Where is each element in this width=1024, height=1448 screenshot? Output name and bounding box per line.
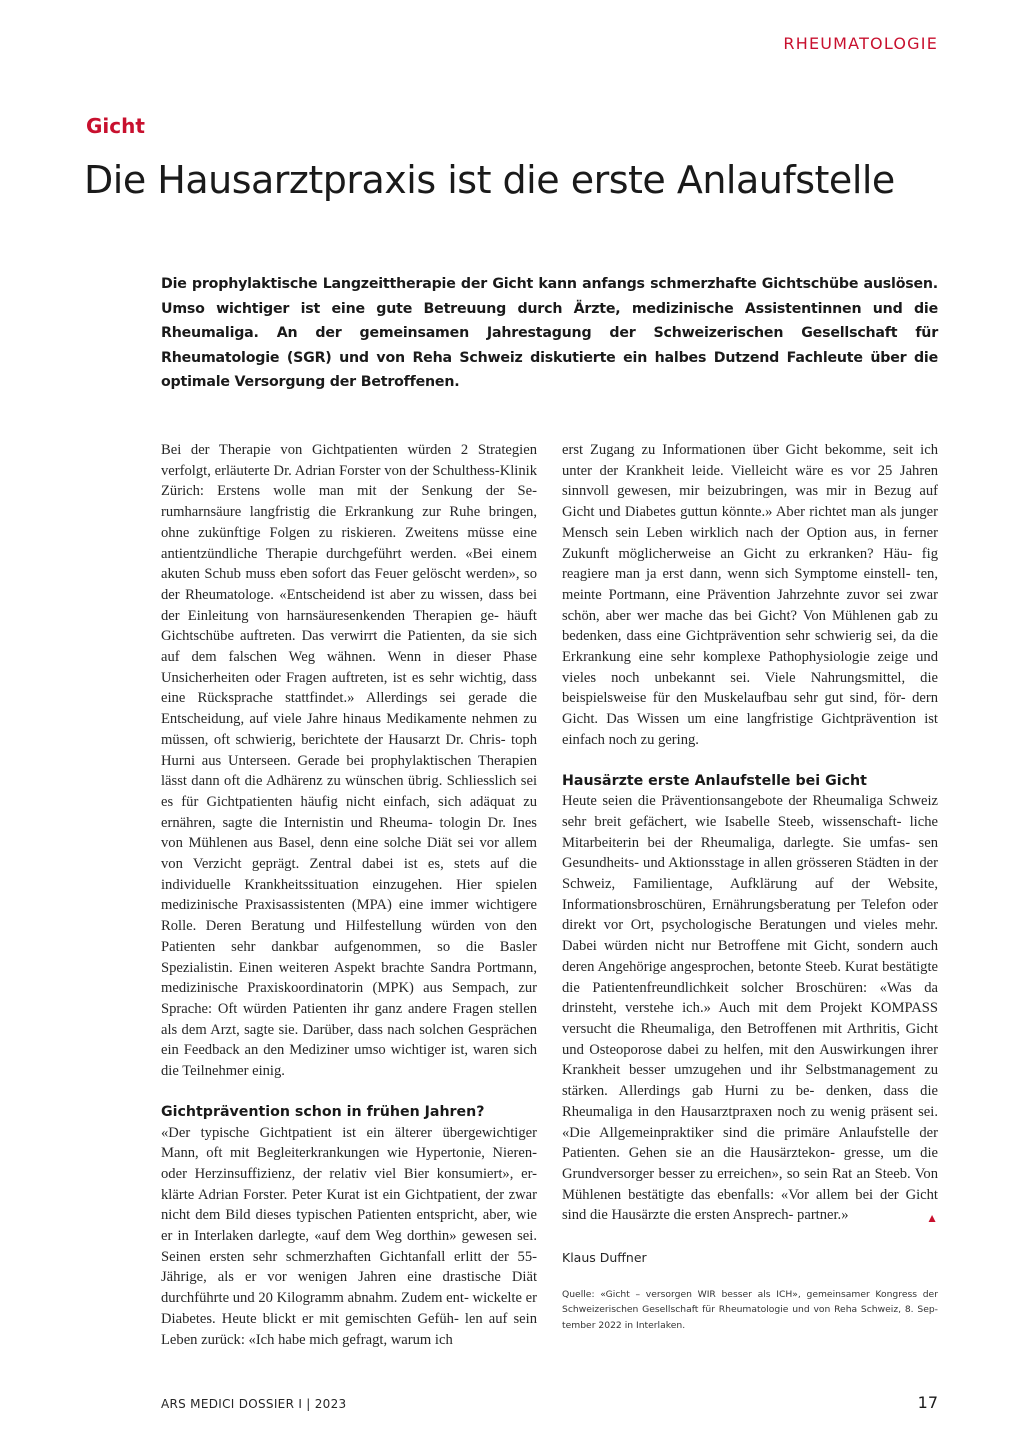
- publication-footer: ARS MEDICI DOSSIER I | 2023: [161, 1397, 347, 1411]
- left-column: [161, 440, 537, 1350]
- article-title: Die Hausarztpraxis ist die erste Anlaufstelle: [84, 158, 895, 202]
- subheading: Hausärzte erste Anlaufstelle bei Gicht: [562, 772, 867, 789]
- source-note: Quelle: «Gicht – versorgen WIR besser als ICH», gemeinsamer Kongress der Schweizerischen Gesellschaft für Rheumatologie und von Reha Schweiz, 8. Sep- tember 2022 in Interlaken.: [562, 1288, 938, 1331]
- body-paragraph: Bei der Therapie von Gichtpatienten würden 2 Strategien verfolgt, erläuterte Dr. Adrian Forster von der Schulthess-Klinik Zürich: Erstens wolle man mit der Senkung der Se- rumharnsäure langfristig die Erkrankung zur Ruhe bringen, ohne zukünftige Folgen zu riskieren. Zweitens müsse eine antientzündliche Therapie durchgeführt werden. «Bei einem akuten Schub muss eben sofort das Feuer gelöscht werden», so der Rheumatologe. «Entscheidend ist aber zu wissen, dass bei der Einleitung von harnsäuresenkenden Therapien ge- häuft Gichtschübe auftreten. Das verwirrt die Patienten, da sie sich auf dem falschen Weg wähnen. Wenn in dieser Phase Unsicherheiten oder Fragen auftreten, ist es sehr wichtig, dass eine Rücksprache stattfindet.» Allerdings sei gerade die Entscheidung, auf viele Jahre hinaus Medikamente nehmen zu müssen, oft schwierig, berichtete der Hausarzt Dr. Chris- toph Hurni aus Unterseen. Gerade bei prophylaktischen Therapien lässt dann oft die Adhärenz zu wünschen übrig. Schliesslich sei es für Gichtpatienten häufig nicht einfach, sich adäquat zu ernähren, sagte die Internistin und Rheuma- tologin Dr. Ines von Mühlenen aus Basel, denn eine solche Diät sei vor allem von Verzicht geprägt. Zentral dabei ist es, stets auf die individuelle Krankheitssituation einzugehen. Hier spielen medizinische Praxisassistenten (MPA) eine immer wichtigere Rolle. Deren Beratung und Hilfestellung würden von den Patienten sehr dankbar aufgenommen, so die Basler Spezialistin. Einen weiteren Aspekt brachte Sandra Portmann, medizinische Praxiskoordinatorin (MPK) aus Sempach, zur Sprache: Oft würden Patienten ihr ganz andere Fragen stellen als dem Arzt, sagte sie. Darüber, dass nach solchen Gesprächen ein Feedback an den Mediziner umso wichtiger ist, waren sich die Teilnehmer einig.: [161, 442, 537, 1080]
- body-paragraph-final: [562, 791, 938, 1226]
- body-paragraph: erst Zugang zu Informationen über Gicht bekomme, seit ich unter der Krankheit leide. Vielleicht wäre es vor 25 Jahren sinnvoll gewesen, mir beizubringen, was mir in Bezug auf Gicht und Diabetes guttun könnte.» Aber richtet man als junger Mensch sein Leben wirklich nach der Option aus, in ferner Zukunft möglicherweise an Gicht zu erkranken? Häu- fig reagiere man ja erst dann, wenn sich Symptome einstell- ten, meinte Portmann, eine Prävention Jahrzehnte zuvor sei zwar schön, aber wer mache das bei Gicht? Von Mühlenen gab zu bedenken, dass eine Gichtprävention sehr schwierig sei, da die Erkrankung eine sehr komplexe Pathophysiologie zeige und vieles noch unbekannt sei. Viele Nahrungsmittel, die beispielsweise für den Muskelaufbau sehr gut sind, för- dern Gicht. Das Wissen um eine langfristige Gichtprävention ist einfach noch zu gering.: [562, 442, 938, 748]
- body-text: Heute seien die Präventionsangebote der Rheumaliga Schweiz sehr breit gefächert, wie Isabelle Steeb, wissenschaft- liche Mitarbeiterin bei der Rheumaliga, darlegte. Sie umfas- sen Gesundheits- und Aktionsstage in allen grösseren Städten in der Schweiz, Familientage, Aufklärung auf der Website, Informationsbroschüren, Ernährungsberatung per Telefon oder direkt vor Ort, psychologische Beratungen und vieles mehr. Dabei würden nicht nur Betroffene mit Gicht, sondern auch deren Angehörige angesprochen, betonte Steeb. Kurat bestätigte die Patientenfreundlichkeit solcher Broschüren: «Was da drinsteht, verstehe ich.» Auch mit dem Projekt KOMPASS versucht die Rheumaliga, den Betroffenen mit Arthritis, Gicht und Osteoporose dabei zu helfen, mit den Auswirkungen ihrer Krankheit besser umzugehen und ihr Selbstmanagement zu stärken. Allerdings gab Hurni zu be- denken, dass die Rheumaliga in den Hausarztpraxen noch zu wenig präsent sei. «Die Allgemeinpraktiker sind die primäre Anlaufstelle der Patienten. Gehen sie an die Hausärztekon- gresse, um die Grundversorger besser zu erreichen», so sein Rat an Steeb. Von Mühlenen bestätigte das ebenfalls: «Vor allem bei der Gicht sind die Hausärzte die ersten Ansprech- partner.»: [562, 793, 938, 1224]
- page-number: 17: [917, 1393, 938, 1412]
- subheading: Gichtprävention schon in frühen Jahren?: [161, 1103, 485, 1120]
- author-name: Klaus Duffner: [562, 1250, 647, 1266]
- right-column: [562, 440, 938, 1333]
- end-of-article-icon: ▲: [926, 1211, 938, 1226]
- article-kicker: Gicht: [86, 114, 145, 138]
- section-label: RHEUMATOLOGIE: [783, 34, 938, 53]
- body-paragraph: «Der typische Gichtpatient ist ein älterer übergewichtiger Mann, oft mit Begleiterkrankungen wie Hypertonie, Nieren- oder Herzinsuffizienz, der relativ viel Bier konsumiert», er- klärte Adrian Forster. Peter Kurat ist ein Gichtpatient, der zwar nicht dem Bild dieses typischen Patienten entspricht, aber, wie er in Interlaken darlegte, «auf dem Weg dorthin» gewesen sei. Seinen ersten sehr schmerzhaften Gichtanfall erlitt der 55-Jährige, als er vor wenigen Jahren eine drastische Diät durchführte und 20 Kilogramm abnahm. Zudem ent- wickelte er Diabetes. Heute blickt er mit gemischten Gefüh- len auf sein Leben zurück: «Ich habe mich gefragt, warum ich: [161, 1124, 537, 1348]
- article-lead: Die prophylaktische Langzeittherapie der Gicht kann anfangs schmerzhafte Gichtschübe auslösen. Umso wichtiger ist eine gute Betreuung durch Ärzte, medizinische Assistentinnen und die Rheumaliga. An der gemeinsamen Jahrestagung der Schweizerischen Gesellschaft für Rheumatologie (SGR) und von Reha Schweiz diskutierte ein halbes Dutzend Fachleute über die optimale Versorgung der Betroffenen.: [161, 276, 938, 390]
